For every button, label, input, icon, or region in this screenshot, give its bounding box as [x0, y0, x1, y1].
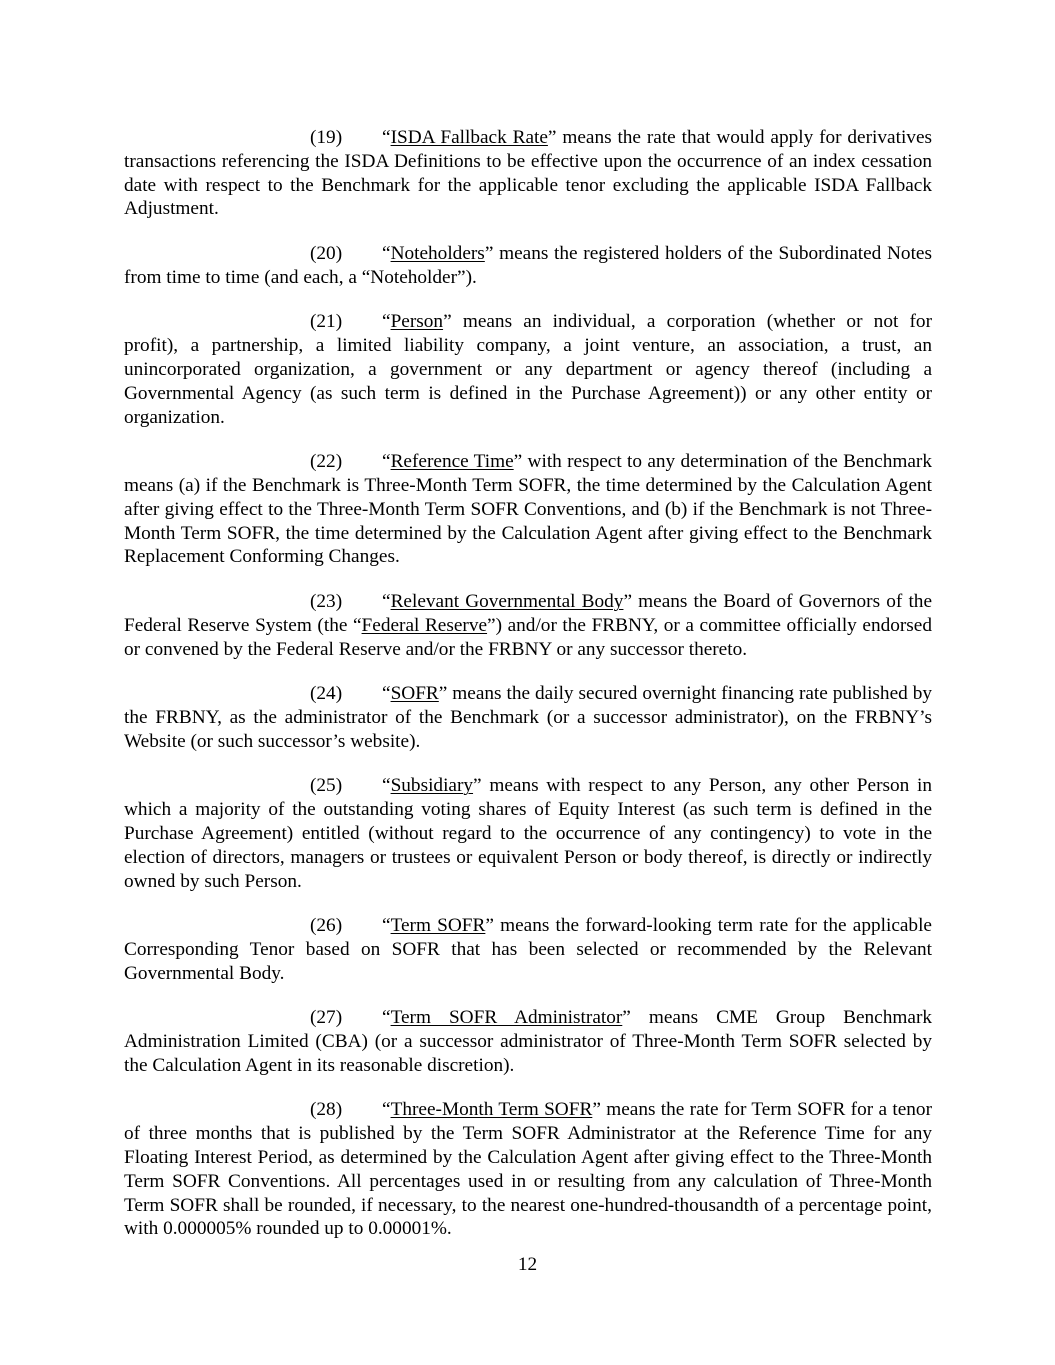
definition-number: (20) — [310, 242, 343, 264]
definition-number: (25) — [310, 775, 343, 797]
definition-text: means CME Group Benchmark Administration Limited (CBA) (or a successor administrator of Three-Month Term SOFR selected by the Calculation Agent in its reasonable discretion). — [124, 1007, 932, 1076]
definition-text: means with respect to any Person, any other Person in which a majority of the outstanding voting shares of Equity Interest (as such term is defined in the Purchase Agreement) entitled (without regard to the occurrence of any contingency) to vote in the election of directors, managers or trustees or equivalent Person or body thereof, is directly or indirectly owned by such Person. — [124, 775, 932, 892]
defined-term: Noteholders — [390, 242, 485, 264]
defined-term: SOFR — [390, 683, 439, 705]
definition-19 — [124, 126, 932, 221]
defined-term: Subsidiary — [390, 775, 474, 797]
definition-text: with respect to any determination of the Benchmark means (a) if the Benchmark is Three-Month Term SOFR, the time determined by the Calculation Agent after giving effect to the Three-Month Term SOFR Conventions, and (b) if the Benchmark is not Three-Month Term SOFR, the time determined by the Calculation Agent after giving effect to the Benchmark Replacement Conforming Changes. — [124, 451, 932, 568]
quote-close: ” — [513, 451, 523, 473]
definition-text: means the rate for Term SOFR for a tenor of three months that is published by the Term SOFR Administrator at the Reference Time for any Floating Interest Period, as determined by the Calculation Agent after giving effect to the Three-Month Term SOFR Conventions. All percentages used in or resulting from any calculation of Three-Month Term SOFR shall be rounded, if necessary, to the nearest one-hundred-thousandth of a percentage point, with 0.000005% rounded up to 0.00001%. — [124, 1099, 932, 1240]
definition-text: means the registered holders of the Subordinated Notes from time to time (and each, a “Noteholder”). — [124, 242, 932, 288]
quote-close: ” — [485, 915, 494, 937]
definition-number: (26) — [310, 915, 343, 937]
defined-term: Person — [390, 311, 444, 333]
quote-open: “ — [382, 127, 391, 148]
quote-open: “ — [382, 311, 391, 333]
definition-number: (22) — [310, 451, 343, 473]
defined-term: ISDA Fallback Rate — [390, 127, 548, 148]
definition-text: means the Board of Governors of the Federal Reserve System (the “ — [124, 590, 932, 636]
quote-open: “ — [382, 1007, 391, 1029]
document-page — [124, 126, 932, 1262]
definition-number: (19) — [310, 127, 343, 148]
quote-open: “ — [382, 915, 391, 937]
definition-number: (27) — [310, 1007, 343, 1029]
quote-open: “ — [382, 683, 391, 705]
quote-close: ” — [473, 775, 482, 797]
quote-close: ” — [592, 1099, 601, 1121]
defined-term: Three-Month Term SOFR — [390, 1099, 593, 1121]
definition-number: (21) — [310, 311, 343, 333]
definition-28 — [124, 1098, 932, 1241]
definition-text: means the daily secured overnight financing rate published by the FRBNY, as the administrator of the Benchmark (or a successor administrator), on the FRBNY’s Website (or such successor’s website). — [124, 683, 932, 752]
definition-22 — [124, 450, 932, 569]
quote-open: “ — [382, 775, 391, 797]
quote-close: ” — [623, 590, 633, 612]
defined-term-secondary: Federal Reserve — [361, 614, 488, 636]
definition-number: (23) — [310, 590, 343, 612]
definition-number: (28) — [310, 1099, 343, 1121]
quote-close: ” — [484, 242, 494, 264]
definition-27 — [124, 1006, 932, 1077]
quote-open: “ — [382, 1099, 391, 1121]
quote-close: ” — [622, 1007, 631, 1029]
definition-24 — [124, 682, 932, 753]
definition-number: (24) — [310, 683, 343, 705]
quote-open: “ — [382, 451, 391, 473]
defined-term: Term SOFR — [390, 915, 486, 937]
definition-23 — [124, 590, 932, 661]
quote-close: ” — [438, 683, 448, 705]
quote-open: “ — [382, 242, 391, 264]
page-number: 12 — [517, 1254, 538, 1275]
definition-text-continued: ”) and/or the FRBNY, or a committee officially endorsed or convened by the Federal Reserve and/or the FRBNY or any successor thereto. — [124, 614, 932, 660]
quote-close: ” — [547, 127, 557, 148]
definition-21 — [124, 310, 932, 429]
definition-26 — [124, 914, 932, 985]
definition-text: means an individual, a corporation (whether or not for profit), a partnership, a limited liability company, a joint venture, an association, a trust, an unincorporated organization, a government or any department or agency thereof (including a Governmental Agency (as such term is defined in the Purchase Agreement)) or any other entity or organization. — [124, 311, 932, 428]
quote-close: ” — [443, 311, 452, 333]
defined-term: Relevant Governmental Body — [390, 590, 624, 612]
quote-open: “ — [382, 590, 391, 612]
definition-text: means the rate that would apply for derivatives transactions referencing the ISDA Definitions to be effective upon the occurrence of an index cessation date with respect to the Benchmark for the applicable tenor excluding the applicable ISDA Fallback Adjustment. — [124, 127, 933, 220]
definition-25 — [124, 774, 932, 893]
definition-20 — [124, 242, 932, 290]
defined-term: Reference Time — [390, 451, 514, 473]
definition-text: means the forward-looking term rate for the applicable Corresponding Tenor based on SOFR that has been selected or recommended by the Relevant Governmental Body. — [124, 915, 932, 984]
defined-term: Term SOFR Administrator — [390, 1007, 623, 1029]
